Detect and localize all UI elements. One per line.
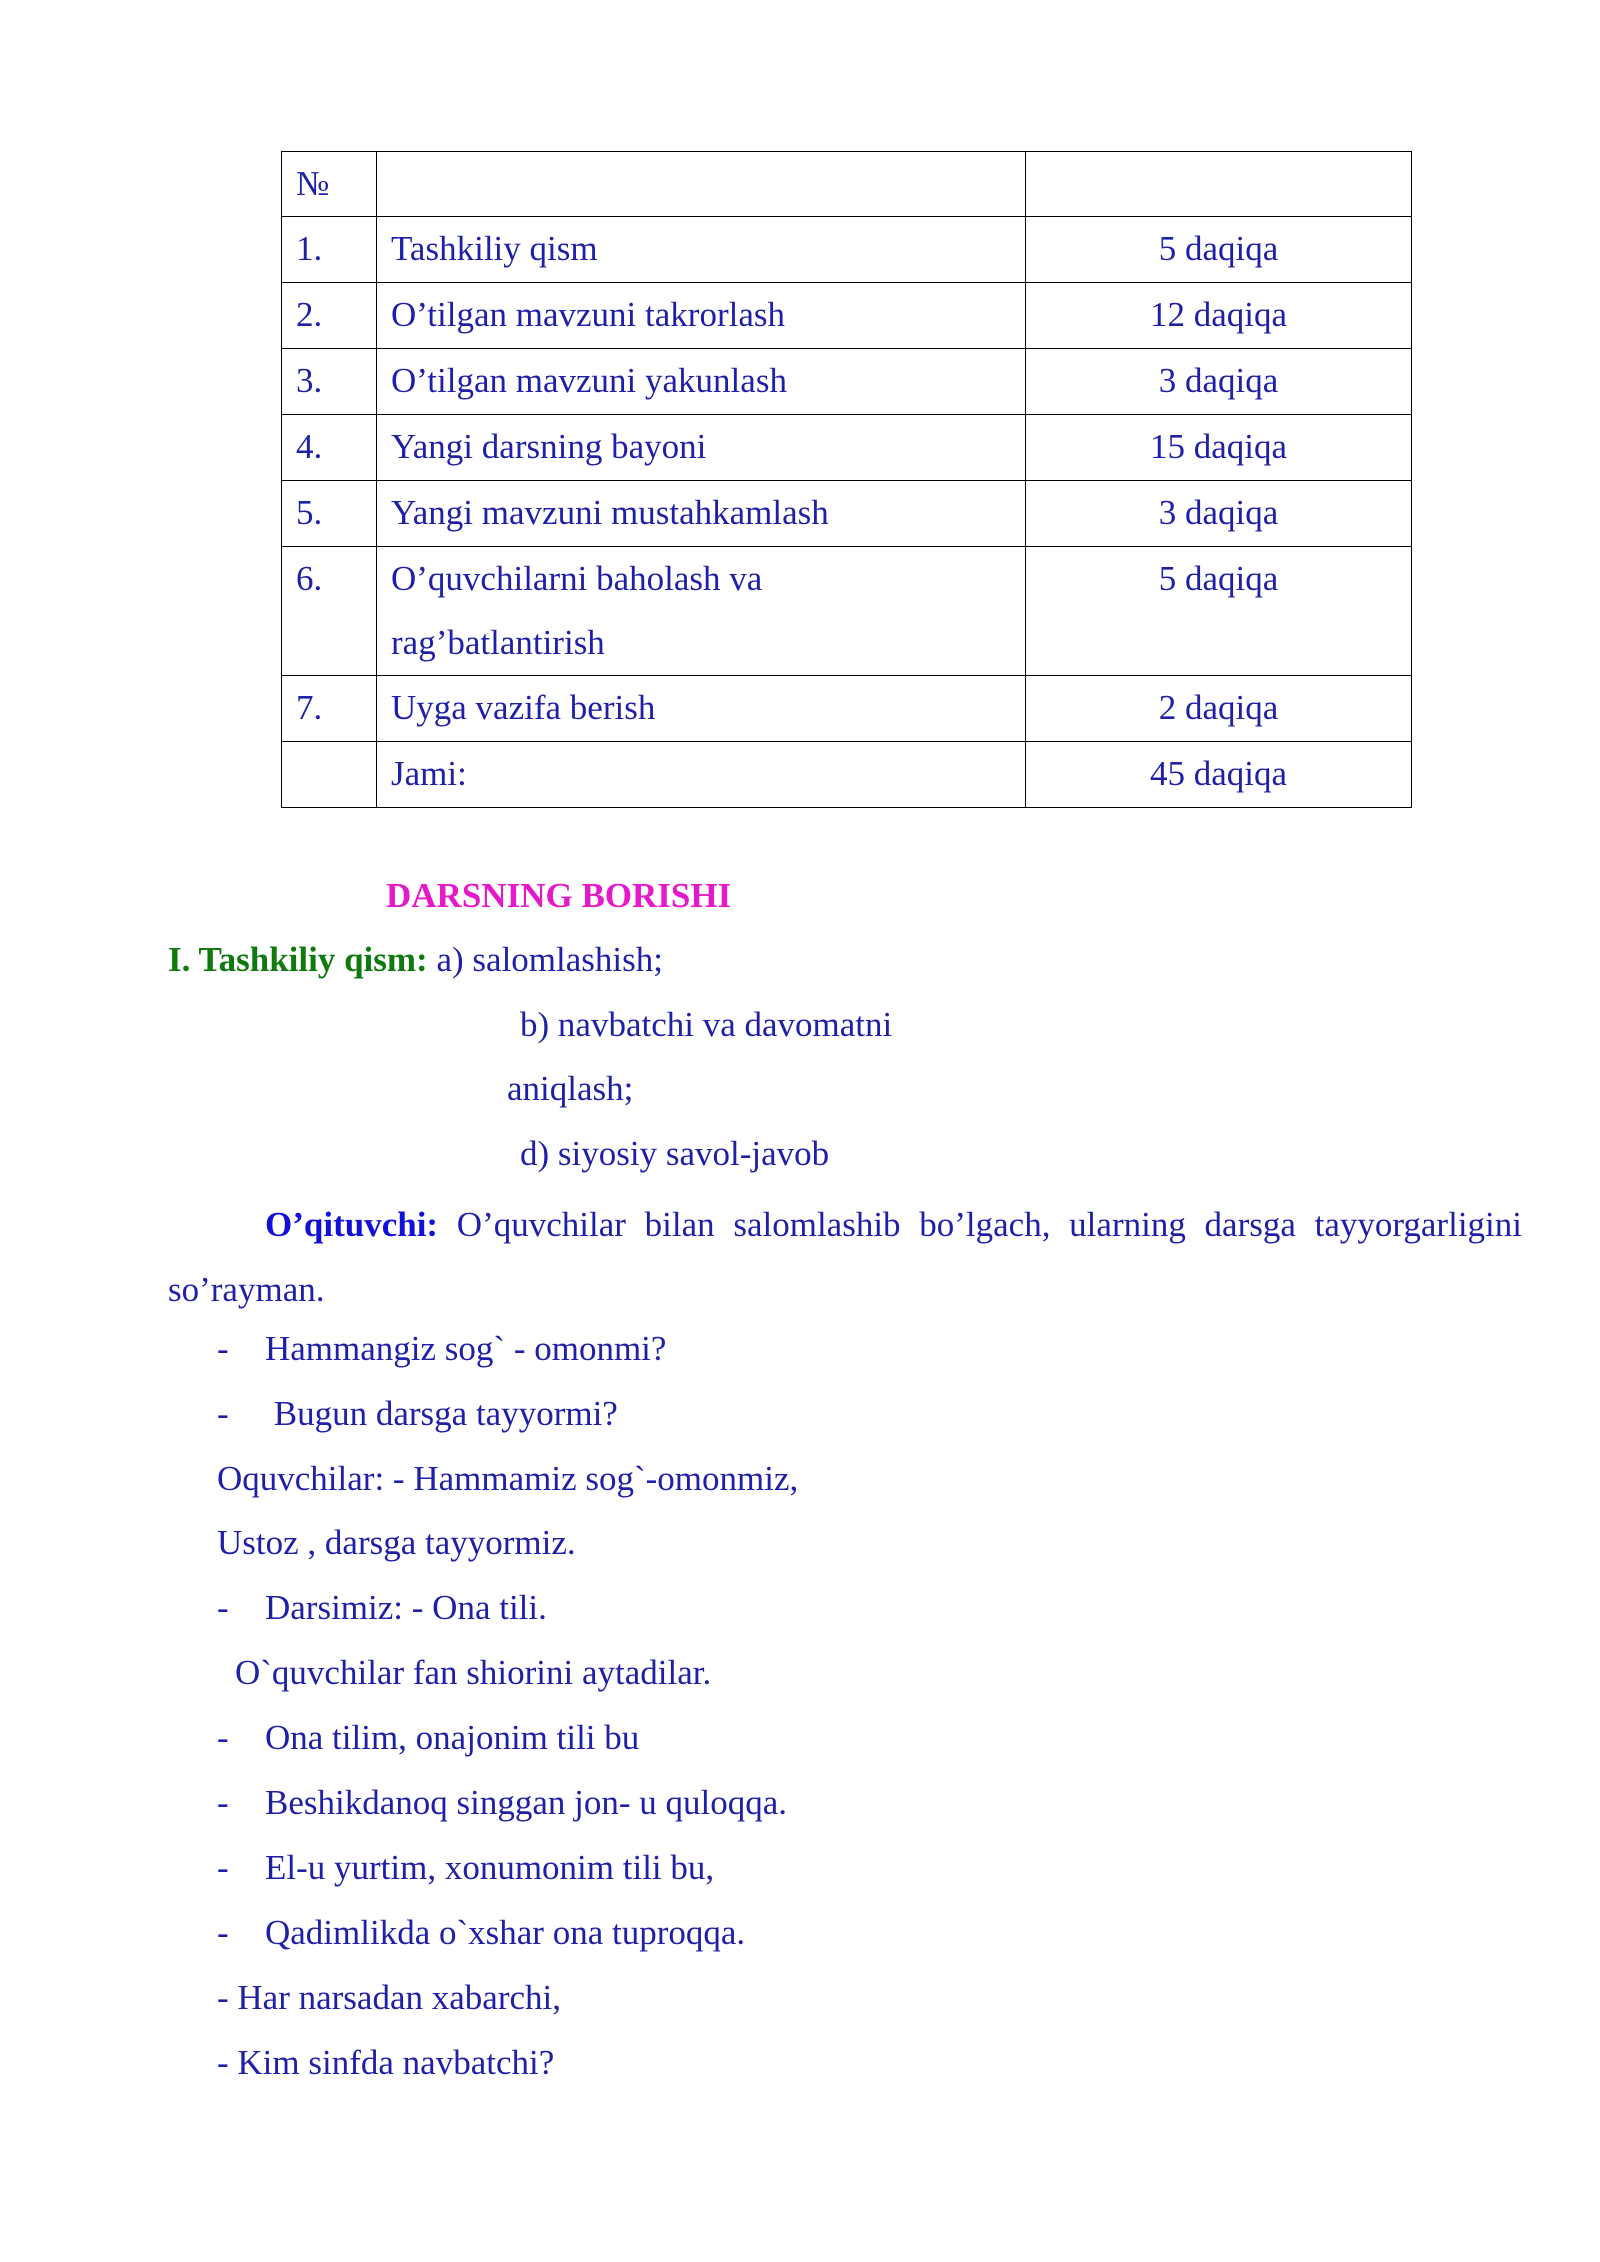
- row-num: 7.: [282, 676, 377, 742]
- poem-line: [217, 1783, 787, 1823]
- table-row: [282, 547, 1412, 676]
- header-name-cell: [377, 152, 1026, 217]
- row-time: 2 daqiqa: [1026, 676, 1412, 742]
- row-num: 2.: [282, 283, 377, 349]
- header-time-cell: [1026, 152, 1412, 217]
- row-num: 4.: [282, 415, 377, 481]
- row-time: 15 daqiqa: [1026, 415, 1412, 481]
- part1-b2: aniqlash;: [507, 1069, 634, 1108]
- row-time: 5 daqiqa: [1026, 547, 1412, 676]
- row-time: 3 daqiqa: [1026, 481, 1412, 547]
- teacher-label: O’qituvchi:: [265, 1205, 439, 1244]
- poem-line: [217, 1848, 714, 1888]
- subject-line: [217, 1588, 547, 1628]
- teacher-text: O’quvchilar bilan salomlashib bo’lgach, ularning darsga tayyorgarligini so’rayman.: [168, 1205, 1522, 1309]
- row-name: Yangi darsning bayoni: [377, 415, 1026, 481]
- answer-line: Oquvchilar: - Hammamiz sog`-omonmiz,: [217, 1459, 799, 1498]
- poem-line: [217, 1718, 639, 1758]
- dash: -: [217, 1718, 229, 1757]
- riddle-line: - Har narsadan xabarchi,: [217, 1978, 561, 2017]
- section-title: DARSNING BORISHI: [386, 876, 732, 915]
- dash: -: [217, 1848, 229, 1887]
- row-name: Yangi mavzuni mustahkamlash: [377, 481, 1026, 547]
- row-num: 5.: [282, 481, 377, 547]
- row-name-line2: rag’batlantirish: [391, 623, 605, 662]
- row-name: O’tilgan mavzuni takrorlash: [377, 283, 1026, 349]
- part1-a: a) salomlashish;: [427, 940, 663, 979]
- table-row: [282, 676, 1412, 742]
- teacher-paragraph: [168, 1192, 1522, 1322]
- row-num: 1.: [282, 217, 377, 283]
- poem-line: [217, 1913, 745, 1953]
- row-time: 45 daqiqa: [1026, 742, 1412, 808]
- shior-intro: O`quvchilar fan shiorini aytadilar.: [235, 1653, 712, 1692]
- row-name-line1: O’quvchilarni baholash va: [391, 559, 763, 598]
- question-line: [217, 1394, 618, 1434]
- dash: -: [217, 1329, 229, 1368]
- row-name: Uyga vazifa berish: [377, 676, 1026, 742]
- table-row: [282, 481, 1412, 547]
- dash: -: [217, 1394, 229, 1433]
- row-name: Tashkiliy qism: [377, 217, 1026, 283]
- poem-text: Beshikdanoq singgan jon- u quloqqa.: [265, 1783, 788, 1822]
- table-row: [282, 283, 1412, 349]
- header-num-cell: №: [282, 152, 377, 217]
- table-row: [282, 415, 1412, 481]
- table-header-row: [282, 152, 1412, 217]
- table-row: [282, 217, 1412, 283]
- part1-line: [168, 940, 663, 980]
- dash: -: [217, 1783, 229, 1822]
- row-time: 3 daqiqa: [1026, 349, 1412, 415]
- answer-line: Ustoz , darsga tayyormiz.: [217, 1523, 576, 1562]
- poem-text: Qadimlikda o`xshar ona tuproqqa.: [265, 1913, 746, 1952]
- row-name: Jami:: [377, 742, 1026, 808]
- lesson-plan-table: [281, 151, 1412, 808]
- table-row: [282, 742, 1412, 808]
- row-name: [377, 547, 1026, 676]
- subject-text: Darsimiz: - Ona tili.: [265, 1588, 547, 1627]
- poem-text: El-u yurtim, xonumonim tili bu,: [265, 1848, 715, 1887]
- row-num: [282, 742, 377, 808]
- part1-d: d) siyosiy savol-javob: [520, 1134, 830, 1173]
- row-time: 12 daqiqa: [1026, 283, 1412, 349]
- question-text: Bugun darsga tayyormi?: [265, 1394, 618, 1433]
- dash: -: [217, 1913, 229, 1952]
- dash: -: [217, 1588, 229, 1627]
- row-num: 3.: [282, 349, 377, 415]
- question-text: Hammangiz sog` - omonmi?: [265, 1329, 667, 1368]
- row-num: 6.: [282, 547, 377, 676]
- part1-b: b) navbatchi va davomatni: [520, 1005, 893, 1044]
- question-line: [217, 1329, 666, 1369]
- row-name: O’tilgan mavzuni yakunlash: [377, 349, 1026, 415]
- riddle-line: - Kim sinfda navbatchi?: [217, 2043, 555, 2082]
- part1-label: I. Tashkiliy qism:: [168, 940, 428, 979]
- row-time: 5 daqiqa: [1026, 217, 1412, 283]
- poem-text: Ona tilim, onajonim tili bu: [265, 1718, 640, 1757]
- table-row: [282, 349, 1412, 415]
